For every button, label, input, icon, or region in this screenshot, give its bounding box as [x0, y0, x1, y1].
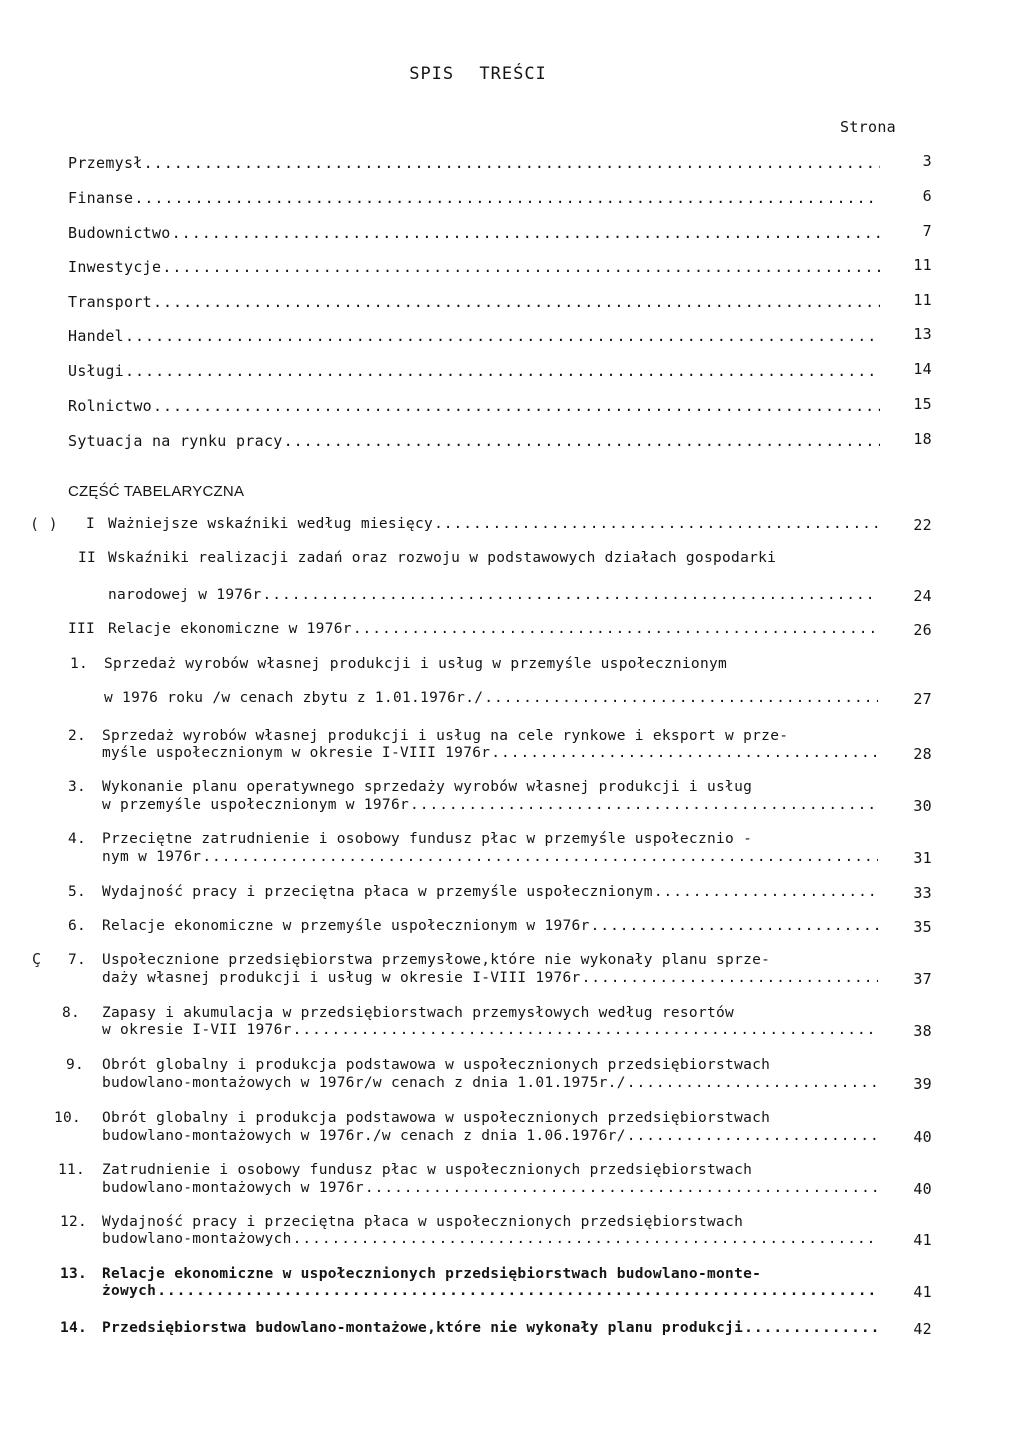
page-column-header: Strona: [840, 118, 896, 136]
toc-entry[interactable]: [102, 1283, 878, 1299]
toc-page: 22: [913, 516, 932, 534]
toc-label: Wydajność pracy i przeciętna płaca w uspołecznionych przedsiębiorstwach: [102, 1214, 744, 1230]
toc-entry[interactable]: [68, 291, 880, 311]
leader-dots: [144, 154, 880, 172]
table-number: 2.: [68, 728, 87, 744]
table-number: 5.: [68, 884, 87, 900]
leader-dots: [284, 432, 880, 450]
toc-page: 7: [922, 222, 932, 240]
toc-page: 3: [922, 152, 932, 170]
leader-dots: [627, 1075, 878, 1091]
toc-label: budowlano-montażowych w 1976r/w cenach z dnia 1.01.1975r./: [102, 1075, 626, 1091]
toc-entry[interactable]: [102, 1320, 878, 1336]
toc-page: 41: [913, 1283, 932, 1301]
toc-entry[interactable]: [108, 587, 878, 603]
table-number: 8.: [62, 1005, 81, 1021]
table-number: 4.: [68, 831, 87, 847]
leader-dots: [125, 327, 880, 345]
toc-label: Relacje ekonomiczne w uspołecznionych przedsiębiorstwach budowlano-monte-: [102, 1266, 762, 1282]
toc-label: Przeciętne zatrudnienie i osobowy fundusz płac w przemyśle uspołecznio -: [102, 831, 753, 847]
toc-label: Zapasy i akumulacja w przedsiębiorstwach przemysłowych według resortów: [102, 1005, 735, 1021]
tabular-section-heading: CZĘŚĆ TABELARYCZNA: [68, 483, 245, 500]
toc-label: w okresie I-VII 1976r: [102, 1022, 292, 1038]
leader-dots: [434, 516, 878, 532]
toc-label: budowlano-montażowych w 1976r./w cenach z dnia 1.06.1976r/: [102, 1128, 626, 1144]
toc-page: 38: [913, 1022, 932, 1040]
toc-entry[interactable]: [68, 325, 880, 345]
toc-label: Transport: [68, 293, 152, 311]
table-number: 10.: [54, 1110, 82, 1126]
leader-dots: [744, 1320, 878, 1336]
toc-label: Sprzedaż wyrobów własnej produkcji i usług w przemyśle uspołecznionym: [104, 656, 728, 672]
toc-page: 35: [913, 918, 932, 936]
leader-dots: [263, 587, 878, 603]
leader-dots: [484, 690, 878, 706]
toc-label: Budownictwo: [68, 224, 171, 242]
toc-entry[interactable]: [108, 621, 878, 637]
toc-entry[interactable]: [68, 256, 880, 276]
leader-dots: [153, 397, 880, 415]
toc-page: 27: [913, 690, 932, 708]
table-number: 14.: [60, 1320, 88, 1336]
toc-label: Sytuacja na rynku pracy: [68, 432, 283, 450]
toc-label: Przedsiębiorstwa budowlano-montażowe,które nie wykonały planu produkcji: [102, 1320, 744, 1336]
toc-label: daży własnej produkcji i usług w okresie I-VIII 1976r: [102, 970, 581, 986]
toc-label: w przemyśle uspołecznionym w 1976r: [102, 797, 410, 813]
section-number: I: [86, 516, 96, 532]
toc-page: 13: [913, 325, 932, 343]
toc-entry[interactable]: [68, 222, 880, 242]
toc-page: 41: [913, 1231, 932, 1249]
toc-page: 31: [913, 849, 932, 867]
toc-page: 14: [913, 360, 932, 378]
table-number: 6.: [68, 918, 87, 934]
table-number: 9.: [66, 1057, 85, 1073]
table-number: 13.: [60, 1266, 88, 1282]
toc-entry[interactable]: [102, 1180, 878, 1196]
toc-entry[interactable]: [108, 516, 878, 532]
toc-label: budowlano-montażowych: [102, 1231, 292, 1247]
toc-entry[interactable]: [104, 690, 878, 706]
toc-entry[interactable]: [102, 1075, 878, 1091]
toc-label: budowlano-montażowych w 1976r: [102, 1180, 364, 1196]
toc-page: 40: [913, 1128, 932, 1146]
leader-dots: [172, 224, 880, 242]
toc-page: 33: [913, 884, 932, 902]
toc-page: 40: [913, 1180, 932, 1198]
toc-page: 39: [913, 1075, 932, 1093]
toc-label: narodowej w 1976r: [108, 587, 262, 603]
leader-dots: [162, 258, 880, 276]
toc-entry[interactable]: [102, 918, 878, 934]
section-number: III: [68, 621, 96, 637]
leader-dots: [293, 1231, 878, 1247]
toc-label: Przemysł: [68, 154, 143, 172]
toc-entry[interactable]: [68, 360, 880, 380]
toc-label: żowych: [102, 1283, 157, 1299]
section-number: II: [78, 550, 97, 566]
toc-label: nym w 1976r: [102, 849, 202, 865]
table-number: 1.: [70, 656, 89, 672]
toc-label: Relacje ekonomiczne w 1976r: [108, 621, 352, 637]
toc-label: Rolnictwo: [68, 397, 152, 415]
toc-label: myśle uspołecznionym w okresie I-VIII 1976r: [102, 745, 491, 761]
leader-dots: [627, 1128, 878, 1144]
toc-label: Wydajność pracy i przeciętna płaca w przemyśle uspołecznionym: [102, 884, 653, 900]
page-title: SPIS TREŚCI: [409, 64, 547, 84]
toc-label: Usługi: [68, 362, 124, 380]
toc-entry[interactable]: [102, 1022, 878, 1038]
toc-label: Sprzedaż wyrobów własnej produkcji i usług na cele rynkowe i eksport w prze-: [102, 728, 789, 744]
toc-label: Uspołecznione przedsiębiorstwa przemysłowe,które nie wykonały planu sprze-: [102, 952, 771, 968]
leader-dots: [293, 1022, 878, 1038]
leader-dots: [410, 797, 878, 813]
toc-label: Obrót globalny i produkcja podstawowa w uspołecznionych przedsiębiorstwach: [102, 1110, 771, 1126]
toc-label: Handel: [68, 327, 124, 345]
margin-mark: ( ): [30, 515, 58, 533]
leader-dots: [591, 918, 878, 934]
toc-entry[interactable]: [102, 1231, 878, 1247]
toc-entry[interactable]: [102, 849, 878, 865]
toc-entry[interactable]: [68, 395, 880, 415]
toc-page: 15: [913, 395, 932, 413]
toc-label: Wskaźniki realizacji zadań oraz rozwoju w podstawowych działach gospodarki: [108, 550, 777, 566]
table-number: 3.: [68, 779, 87, 795]
toc-entry[interactable]: [102, 797, 878, 813]
toc-entry[interactable]: [68, 152, 880, 172]
leader-dots: [157, 1283, 878, 1299]
table-number: 11.: [58, 1162, 86, 1178]
toc-label: Ważniejsze wskaźniki według miesięcy: [108, 516, 434, 532]
leader-dots: [153, 293, 880, 311]
toc-page: 6: [922, 187, 932, 205]
toc-label: Zatrudnienie i osobowy fundusz płac w uspołecznionych przedsiębiorstwach: [102, 1162, 753, 1178]
leader-dots: [582, 970, 878, 986]
toc-entry[interactable]: [102, 884, 878, 900]
toc-page: 37: [913, 970, 932, 988]
toc-label: Wykonanie planu operatywnego sprzedaży wyrobów własnej produkcji i usług: [102, 779, 753, 795]
toc-page: 42: [913, 1320, 932, 1338]
table-number: 12.: [60, 1214, 88, 1230]
toc-entry[interactable]: [102, 970, 878, 986]
toc-page: 28: [913, 745, 932, 763]
toc-page: 24: [913, 587, 932, 605]
leader-dots: [365, 1180, 878, 1196]
table-number: 7.: [68, 952, 87, 968]
toc-entry[interactable]: [68, 430, 880, 450]
toc-label: Finanse: [68, 189, 134, 207]
toc-label: w 1976 roku /w cenach zbytu z 1.01.1976r./: [104, 690, 484, 706]
toc-label: Obrót globalny i produkcja podstawowa w uspołecznionych przedsiębiorstwach: [102, 1057, 771, 1073]
toc-label: Relacje ekonomiczne w przemyśle uspołecznionym w 1976r: [102, 918, 590, 934]
toc-page: 30: [913, 797, 932, 815]
leader-dots: [125, 362, 880, 380]
margin-mark: Ç: [32, 950, 42, 968]
leader-dots: [353, 621, 878, 637]
toc-label: Inwestycje: [68, 258, 162, 276]
toc-entry[interactable]: [102, 1128, 878, 1144]
leader-dots: [491, 745, 878, 761]
leader-dots: [654, 884, 878, 900]
leader-dots: [134, 189, 880, 207]
toc-page: 26: [913, 621, 932, 639]
leader-dots: [202, 849, 878, 865]
toc-entry[interactable]: [68, 187, 880, 207]
toc-page: 11: [913, 256, 932, 274]
toc-entry[interactable]: [102, 745, 878, 761]
toc-page: 11: [913, 291, 932, 309]
toc-page: 18: [913, 430, 932, 448]
